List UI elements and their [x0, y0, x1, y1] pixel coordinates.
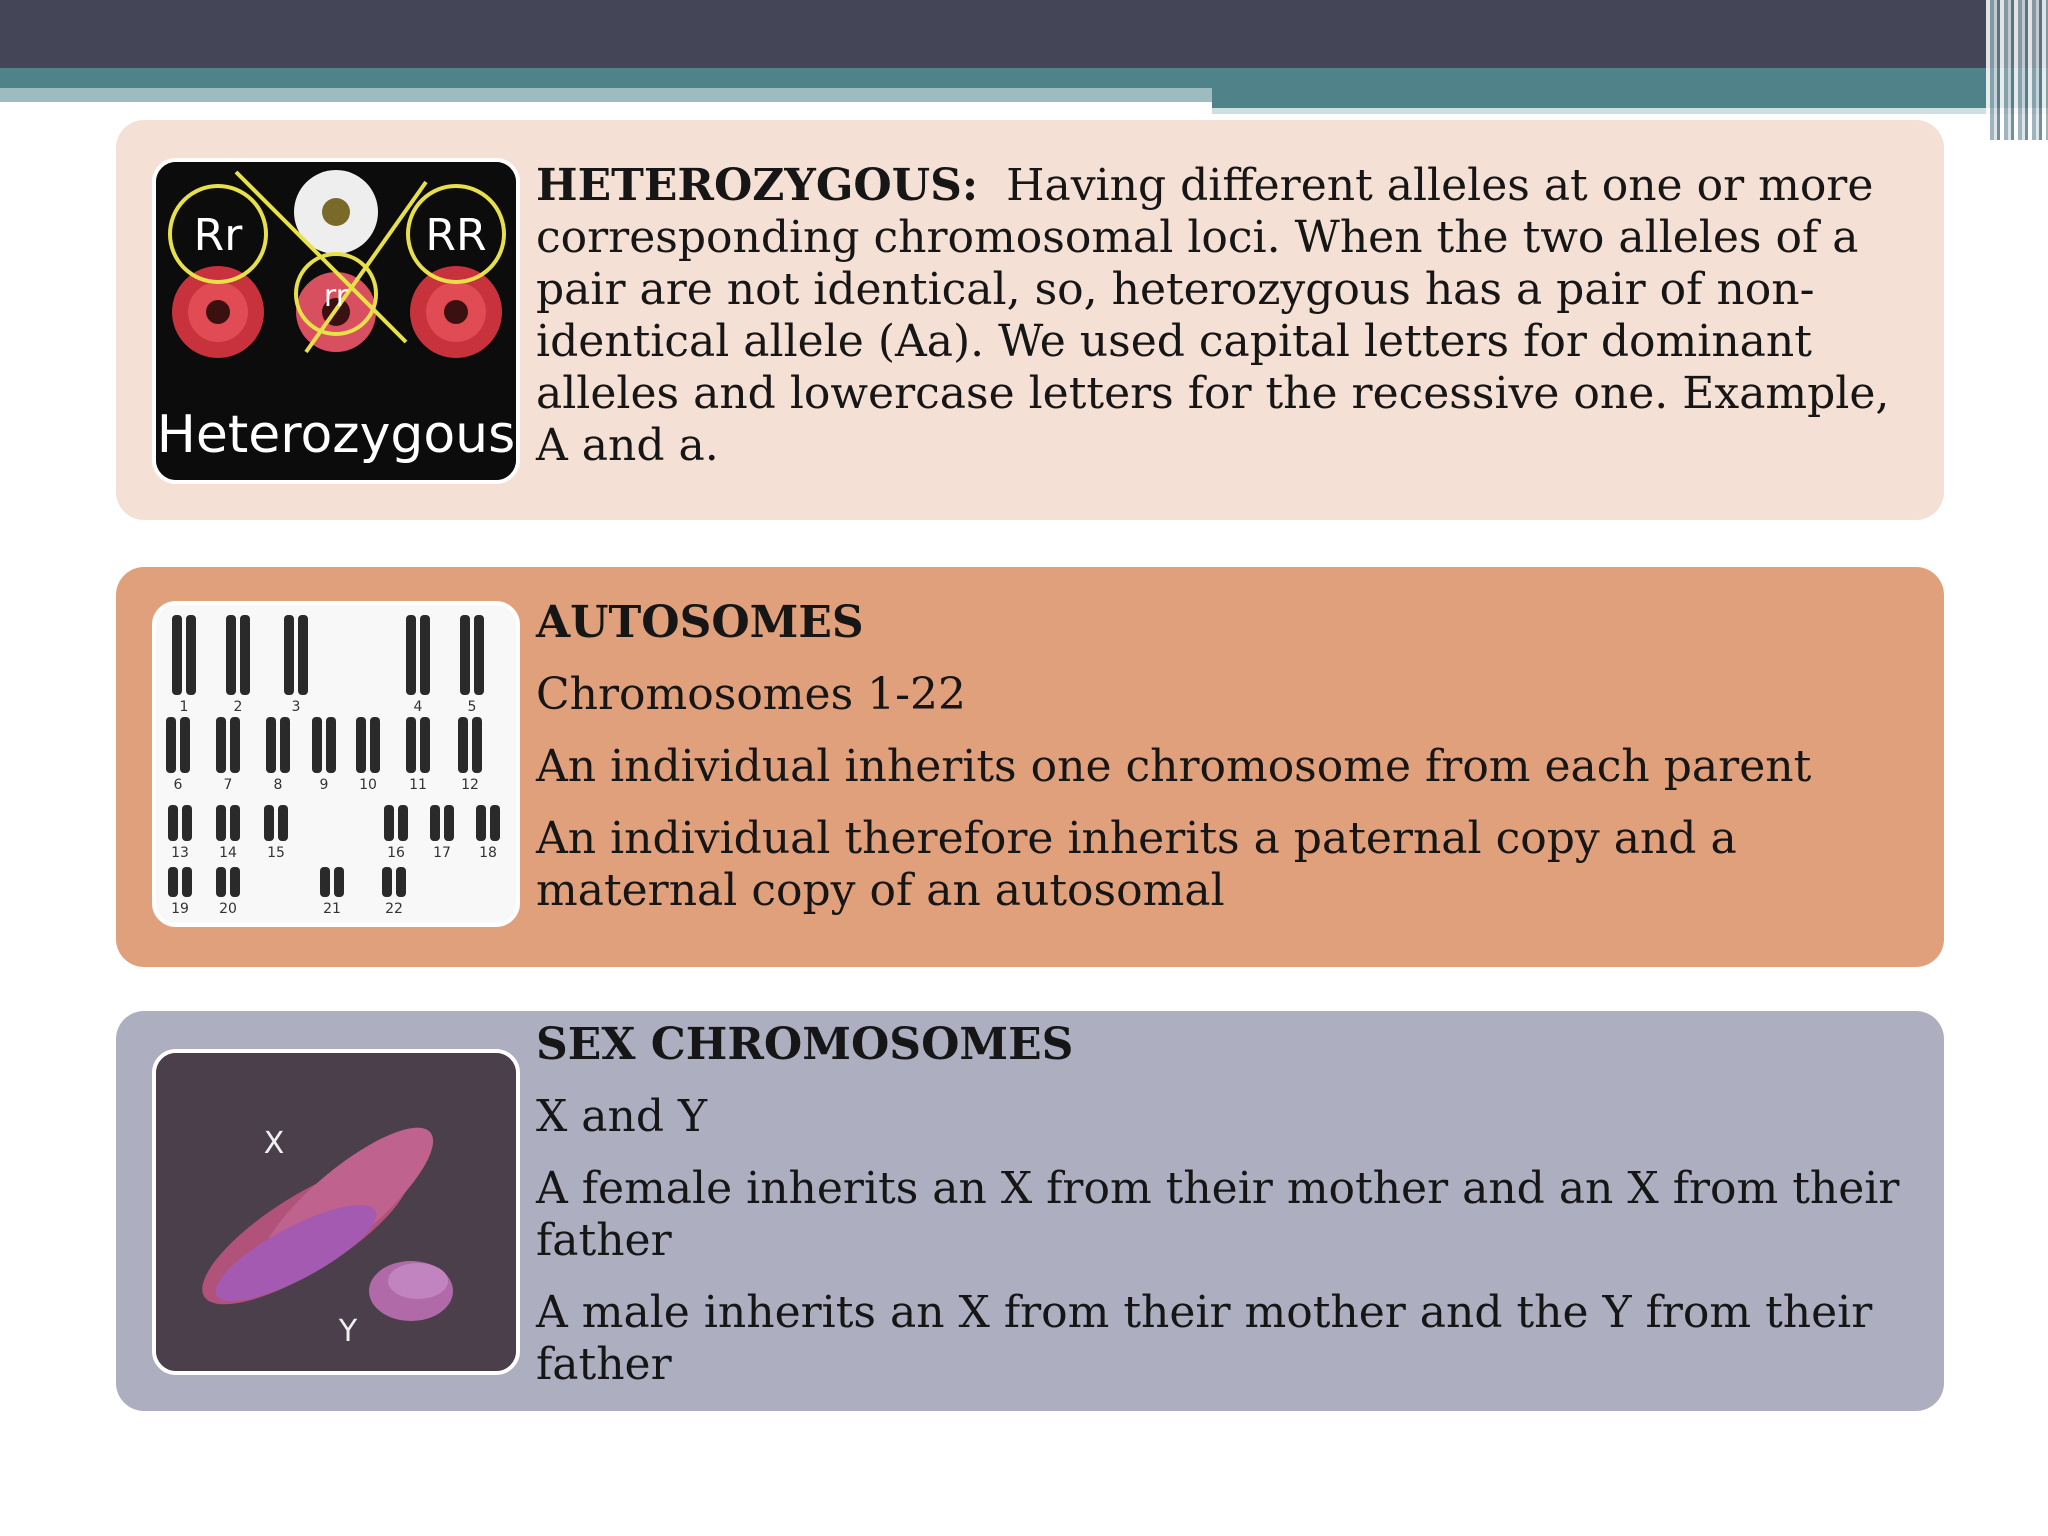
- image-caption: Heterozygous: [156, 405, 516, 465]
- banner-stripe-right: [1212, 92, 2048, 108]
- chromosome-20-2: [230, 867, 240, 897]
- top-banner: [0, 0, 2048, 68]
- chromosome-2-1: [226, 615, 236, 695]
- chromosome-number-label: 18: [479, 845, 497, 861]
- xy-chromosome-image: [152, 1049, 520, 1375]
- karyotype-image: [152, 601, 520, 927]
- xy-illustration: [156, 1053, 516, 1371]
- sex-chromosomes-title: SEX CHROMOSOMES: [536, 1019, 1074, 1070]
- autosomes-title: AUTOSOMES: [536, 597, 864, 648]
- chromosome-7-1: [216, 717, 226, 773]
- chromosome-6-1: [166, 717, 176, 773]
- sex-chromosomes-panel: [116, 1011, 1944, 1411]
- term-heading: HETEROZYGOUS:: [536, 160, 979, 211]
- chromosome-number-label: 22: [385, 901, 403, 917]
- chromosome-19-2: [182, 867, 192, 897]
- label-rr-dom: RR: [425, 210, 487, 261]
- sex-chromosomes-line-1: X and Y: [536, 1091, 708, 1142]
- chromosome-number-label: 3: [291, 699, 301, 715]
- chromosome-22-2: [396, 867, 406, 897]
- chromosome-4-1: [406, 615, 416, 695]
- chromosome-18-2: [490, 805, 500, 841]
- chromosome-number-label: 4: [413, 699, 423, 715]
- term-definition: Having different alleles at one or more corresponding chromosomal loci. When the two alleles of a pair are not identical, so, heterozygous has a pair of non-identical allele (Aa). We used capital letters for dominant alleles and lowercase letters for the recessive one. Example, A and a.: [536, 160, 1890, 471]
- chromosome-number-label: 8: [273, 777, 283, 793]
- chromosome-number-label: 17: [433, 845, 451, 861]
- autosomes-line-2: An individual inherits one chromosome from each parent: [536, 741, 1812, 792]
- chromosome-15-2: [278, 805, 288, 841]
- chromosome-8-2: [280, 717, 290, 773]
- chromosome-number-label: 14: [219, 845, 237, 861]
- chromosome-1-1: [172, 615, 182, 695]
- chromosome-21-1: [320, 867, 330, 897]
- chromosome-number-label: 21: [323, 901, 341, 917]
- chromosome-number-label: 10: [359, 777, 377, 793]
- chromosome-3-1: [284, 615, 294, 695]
- banner-stripe-right-light: [1212, 108, 2048, 114]
- chromosome-3-2: [298, 615, 308, 695]
- chromosome-number-label: 2: [233, 699, 243, 715]
- chromosome-11-1: [406, 717, 416, 773]
- autosomes-text: [536, 597, 1924, 937]
- chromosome-13-2: [182, 805, 192, 841]
- autosomes-line-3: An individual therefore inherits a paternal copy and a maternal copy of an autosomal: [536, 813, 1737, 916]
- chromosome-10-1: [356, 717, 366, 773]
- karyotype-illustration: [156, 605, 516, 923]
- chromosome-10-2: [370, 717, 380, 773]
- chromosome-number-label: 16: [387, 845, 405, 861]
- chromosome-15-1: [264, 805, 274, 841]
- autosomes-panel: [116, 567, 1944, 967]
- chromosome-number-label: 13: [171, 845, 189, 861]
- heterozygous-image: [152, 158, 520, 484]
- chromosome-18-1: [476, 805, 486, 841]
- chromosome-number-label: 5: [467, 699, 477, 715]
- y-label: Y: [338, 1314, 358, 1349]
- chromosome-number-label: 11: [409, 777, 427, 793]
- chromosome-20-1: [216, 867, 226, 897]
- chromosome-5-1: [460, 615, 470, 695]
- chromosome-12-2: [472, 717, 482, 773]
- chromosome-number-label: 7: [223, 777, 233, 793]
- chromosome-14-1: [216, 805, 226, 841]
- chromosome-9-2: [326, 717, 336, 773]
- label-rr-cap: Rr: [193, 210, 243, 261]
- heterozygous-text: [536, 160, 1924, 472]
- red-flower-left: [172, 266, 264, 358]
- chromosome-16-1: [384, 805, 394, 841]
- chromosome-number-label: 19: [171, 901, 189, 917]
- banner-stripe-light: [0, 88, 1212, 102]
- chromosome-2-2: [240, 615, 250, 695]
- label-rr-low: rr: [323, 279, 349, 314]
- chromosome-6-2: [180, 717, 190, 773]
- chromosome-13-1: [168, 805, 178, 841]
- chromosome-9-1: [312, 717, 322, 773]
- sex-chromosomes-text: [536, 1019, 1924, 1411]
- red-flower-right: [410, 266, 502, 358]
- chromosome-21-2: [334, 867, 344, 897]
- chromosome-4-2: [420, 615, 430, 695]
- chromosome-5-2: [474, 615, 484, 695]
- chromosome-22-1: [382, 867, 392, 897]
- chromosome-number-label: 12: [461, 777, 479, 793]
- chromosome-number-label: 15: [267, 845, 285, 861]
- chromosome-8-1: [266, 717, 276, 773]
- chromosome-7-2: [230, 717, 240, 773]
- chromosome-11-2: [420, 717, 430, 773]
- x-label: X: [263, 1126, 285, 1161]
- sex-chromosomes-line-3: A male inherits an X from their mother and the Y from their father: [536, 1287, 1873, 1390]
- chromosome-17-2: [444, 805, 454, 841]
- chromosome-19-1: [168, 867, 178, 897]
- heterozygous-panel: [116, 120, 1944, 520]
- heterozygous-illustration: [156, 162, 516, 480]
- chromosome-number-label: 1: [179, 699, 189, 715]
- y-chromosome: [369, 1261, 453, 1321]
- chromosome-16-2: [398, 805, 408, 841]
- chromosome-1-2: [186, 615, 196, 695]
- sex-chromosomes-line-2: A female inherits an X from their mother and an X from their father: [536, 1163, 1900, 1266]
- chromosome-17-1: [430, 805, 440, 841]
- chromosome-number-label: 9: [319, 777, 329, 793]
- autosomes-line-1: Chromosomes 1-22: [536, 669, 966, 720]
- corner-decoration: [1986, 0, 2048, 140]
- chromosome-number-label: 20: [219, 901, 237, 917]
- chromosome-14-2: [230, 805, 240, 841]
- chromosome-number-label: 6: [173, 777, 183, 793]
- chromosome-12-1: [458, 717, 468, 773]
